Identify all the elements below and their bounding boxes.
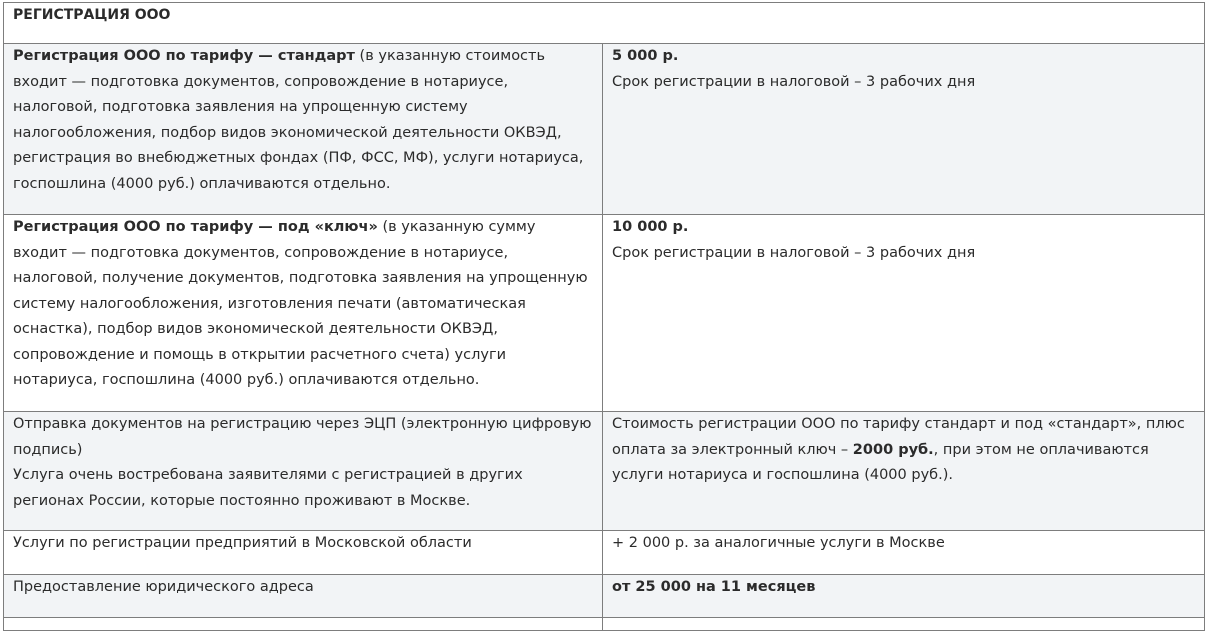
tariff-name: Регистрация ООО по тарифу — стандарт	[13, 48, 355, 64]
table-row	[4, 575, 1205, 618]
table-row	[4, 531, 1205, 575]
service-title: Отправка документов на регистрацию через ЭЦП (электронную цифровую подпись)	[13, 416, 592, 458]
empty-cell	[603, 618, 1205, 631]
service-note: Услуга очень востребована заявителями с регистрацией в других регионах России, которые постоянно проживают в Москве.	[13, 467, 523, 509]
service-cell: Предоставление юридического адреса	[4, 575, 603, 618]
price-value: от 25 000 на 11 месяцев	[612, 579, 816, 595]
service-cell	[4, 412, 603, 531]
service-cell	[4, 44, 603, 215]
price-cell	[603, 215, 1205, 412]
service-cell	[4, 215, 603, 412]
empty-cell	[4, 618, 603, 631]
price-value: 10 000 р.	[612, 219, 689, 235]
price-cell	[603, 412, 1205, 531]
tariff-description: (в указанную сумму входит — подготовка документов, сопровождение в нотариусе, налоговой, получение документов, подготовка заявления на упрощенную систему налогообложения, изготовления печати (автоматическая оснастка), подбор видов экономической деятельности ОКВЭД, сопровождение и помощь в открытии расчетного счета) услуги нотариуса, госпошлина (4000 руб.) оплачиваются отдельно.	[13, 219, 588, 388]
price-table	[3, 2, 1205, 631]
price-text-pre: Стоимость регистрации ООО по тарифу стандарт и под «стандарт», плюс оплата за электронный ключ –	[612, 416, 1185, 458]
tariff-description: (в указанную стоимость входит — подготовка документов, сопровождение в нотариусе, налоговой, подготовка заявления на упрощенную систему налогообложения, подбор видов экономической деятельности ОКВЭД, регистрация во внебюджетных фондах (ПФ, ФСС, МФ), услуги нотариуса, госпошлина (4000 руб.) оплачиваются отдельно.	[13, 48, 584, 192]
registration-term: Срок регистрации в налоговой – 3 рабочих дня	[612, 73, 976, 90]
price-value: 5 000 р.	[612, 48, 679, 64]
price-value: 2000 руб.	[852, 441, 934, 458]
table-row	[4, 44, 1205, 215]
table-row	[4, 412, 1205, 531]
price-cell: + 2 000 р. за аналогичные услуги в Москве	[603, 531, 1205, 575]
tariff-name: Регистрация ООО по тарифу — под «ключ»	[13, 219, 378, 235]
price-cell	[603, 575, 1205, 618]
table-row	[4, 215, 1205, 412]
service-cell: Услуги по регистрации предприятий в Московской области	[4, 531, 603, 575]
registration-term: Срок регистрации в налоговой – 3 рабочих дня	[612, 244, 976, 261]
price-cell	[603, 44, 1205, 215]
table-header: РЕГИСТРАЦИЯ ООО	[4, 3, 1205, 44]
table-row	[4, 618, 1205, 631]
price-text-post: , при этом не оплачиваются услуги нотариуса и госпошлина (4000 руб.).	[612, 441, 1149, 483]
